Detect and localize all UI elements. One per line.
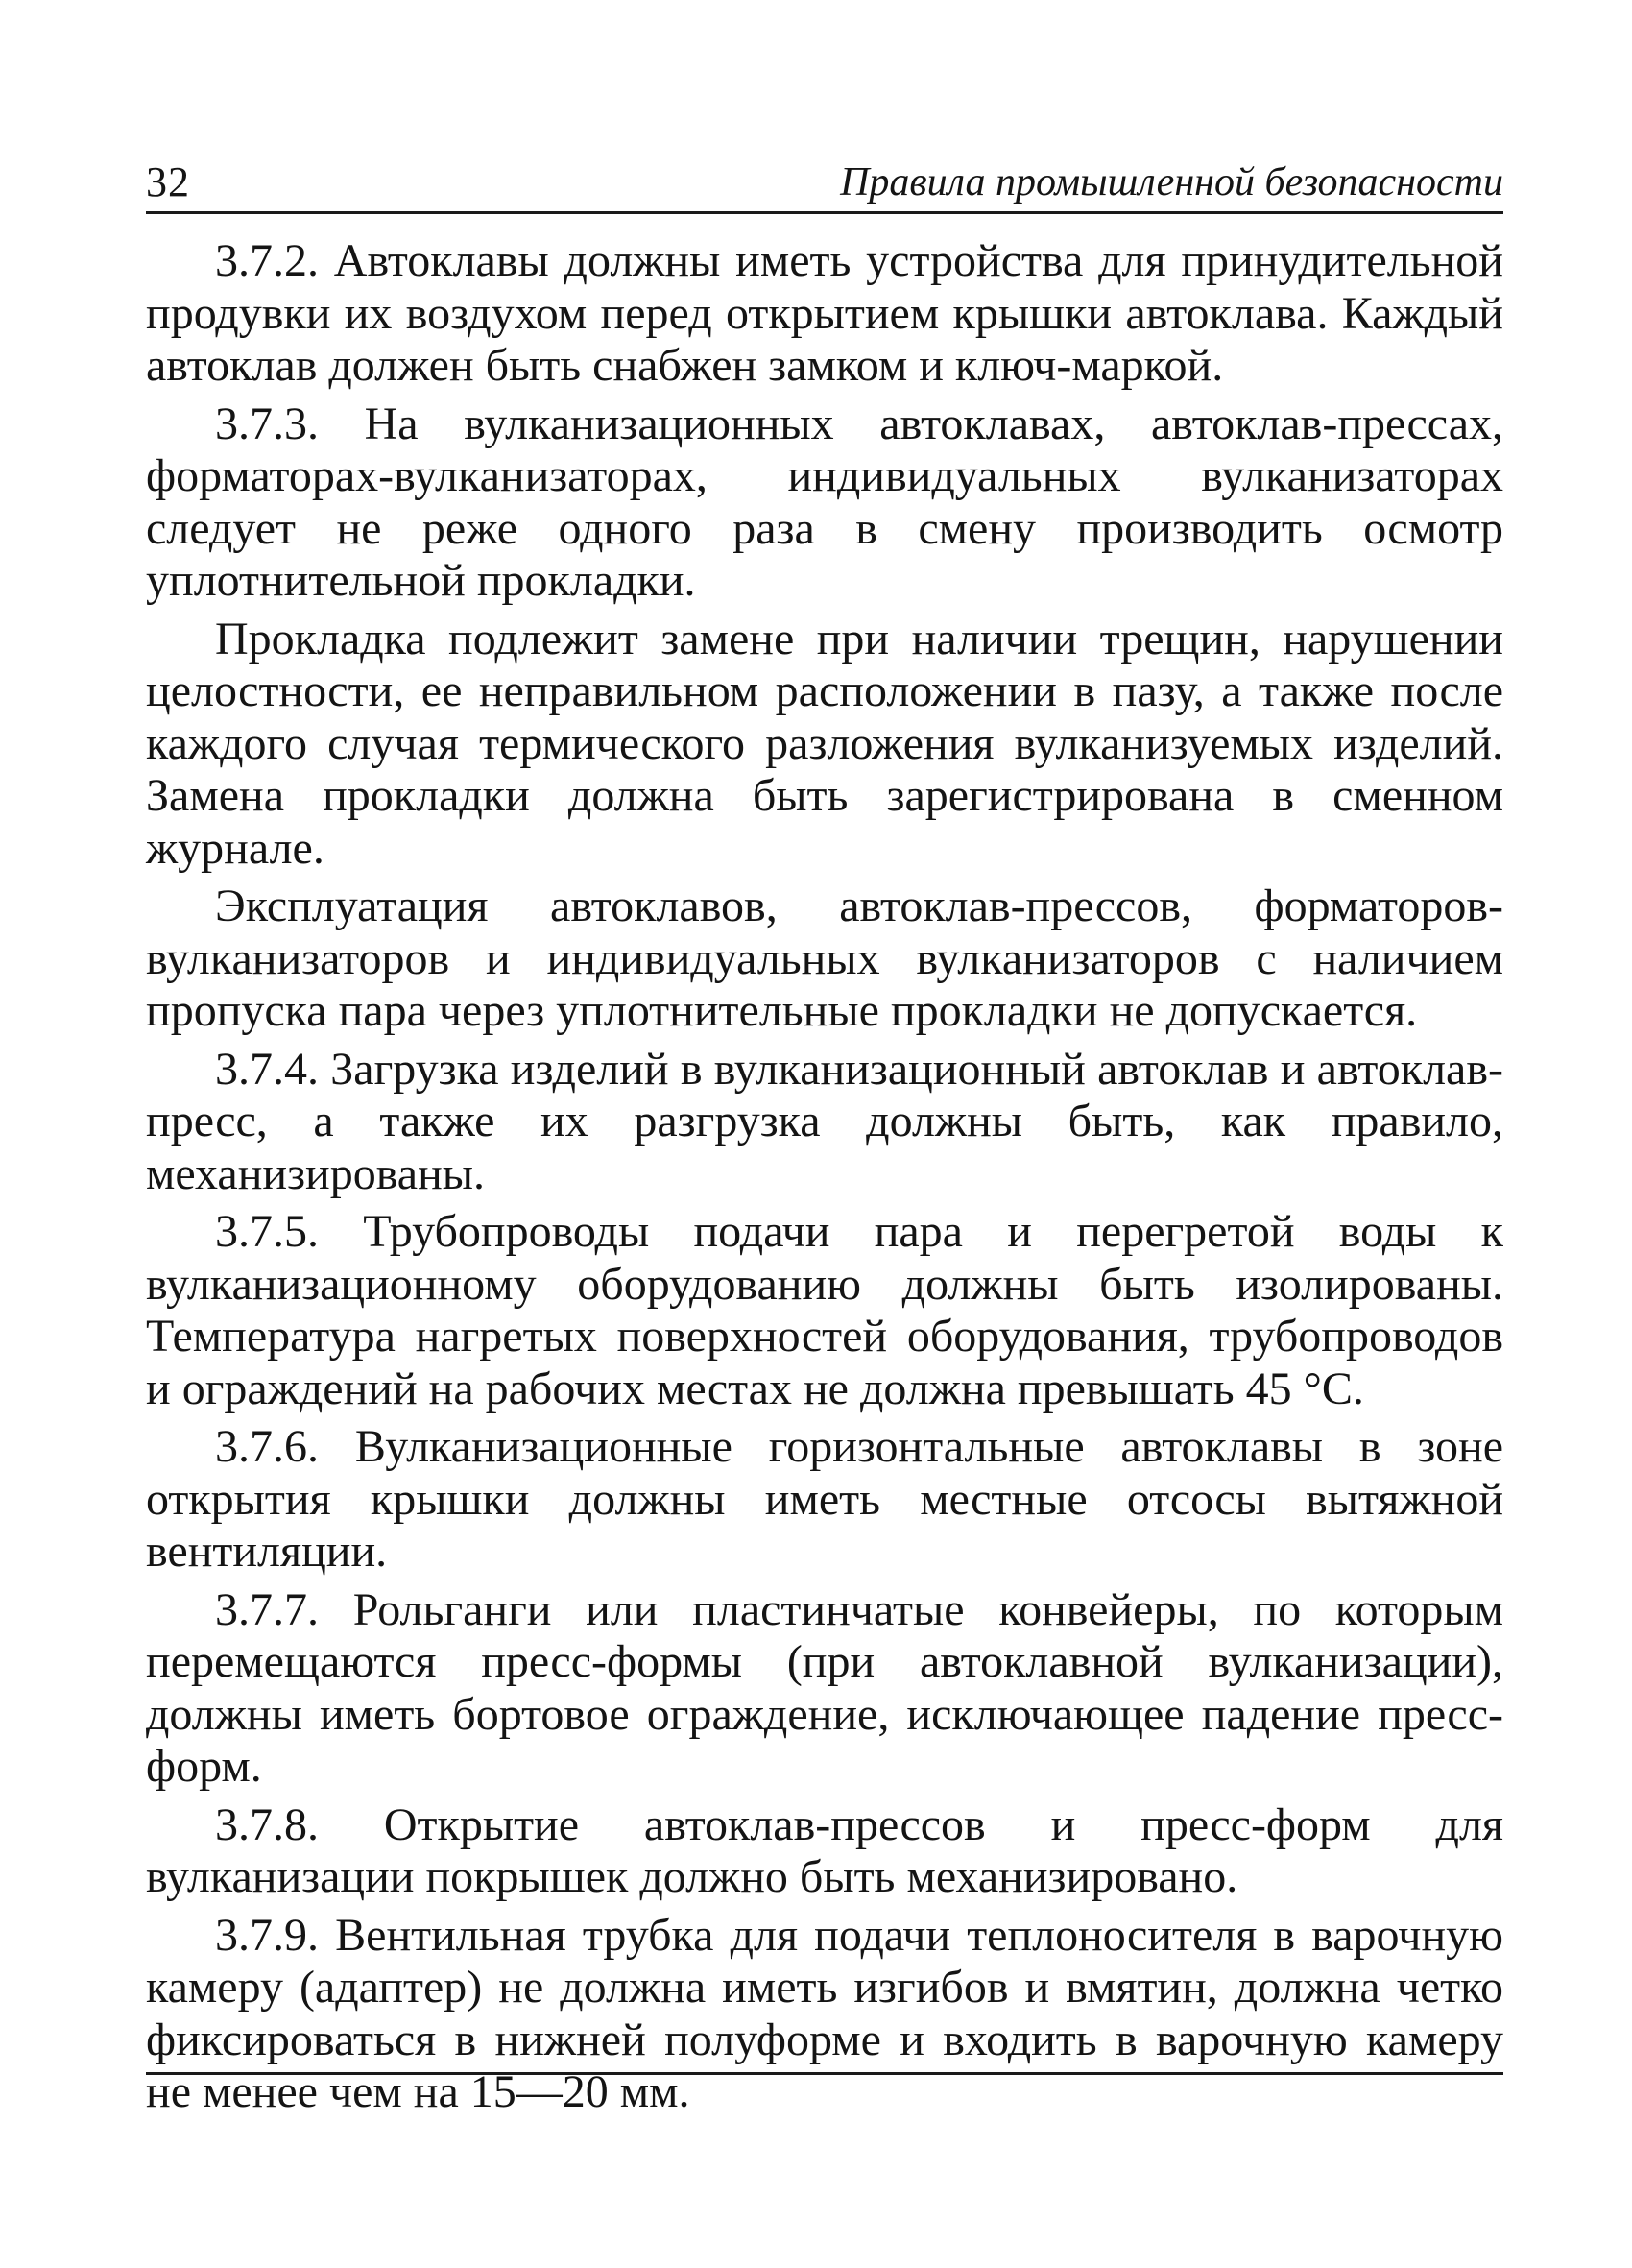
footer-rule — [146, 2072, 1503, 2075]
paragraph-steam-leak: Эксплуатация автоклавов, автоклав-прессов, форматоров-вулканизаторов и индивидуальных вулканизаторов с наличием пропуска пара через уплотнительные прокладки не допускается. — [146, 881, 1503, 1036]
paragraph-3-7-4: 3.7.4. Загрузка изделий в вулканизационный автоклав и автоклав-пресс, а также их разгрузка должны быть, как правило, механизированы. — [146, 1043, 1503, 1199]
paragraph-3-7-2: 3.7.2. Автоклавы должны иметь устройства для принудительной продувки их воздухом перед открытием крышки автоклава. Каждый автоклав должен быть снабжен замком и ключ-маркой. — [146, 235, 1503, 391]
paragraph-3-7-5: 3.7.5. Трубопроводы подачи пара и перегретой воды к вулканизационному оборудованию должны быть изолированы. Температура нагретых поверхностей оборудования, трубопроводов и ограждений на рабочих местах не должна превышать 45 °С. — [146, 1206, 1503, 1414]
paragraph-3-7-7: 3.7.7. Рольганги или пластинчатые конвейеры, по которым перемещаются пресс-формы (при автоклавной вулканизации), должны иметь бортовое ограждение, исключающее падение пресс-форм. — [146, 1583, 1503, 1792]
paragraph-3-7-8: 3.7.8. Открытие автоклав-прессов и пресс-форм для вулканизации покрышек должно быть механизировано. — [146, 1798, 1503, 1902]
header-rule — [146, 211, 1503, 214]
paragraph-gasket-replacement: Прокладка подлежит замене при наличии трещин, нарушении целостности, ее неправильном расположении в пазу, а также после каждого случая термического разложения вулканизуемых изделий. Замена прокладки должна быть зарегистрирована в сменном журнале. — [146, 613, 1503, 874]
paragraph-3-7-6: 3.7.6. Вулканизационные горизонтальные автоклавы в зоне открытия крышки должны иметь местные отсосы вытяжной вентиляции. — [146, 1421, 1503, 1577]
running-header — [146, 152, 1503, 211]
paragraph-3-7-9: 3.7.9. Вентильная трубка для подачи теплоносителя в варочную камеру (адаптер) не должна иметь изгибов и вмятин, должна четко фиксироваться в нижней полуформе и входить в варочную камеру не менее чем на 15—20 мм. — [146, 1909, 1503, 2117]
paragraph-3-7-3: 3.7.3. На вулканизационных автоклавах, автоклав-прессах, форматорах-вулканизаторах, индивидуальных вулканизаторах следует не реже одного раза в смену производить осмотр уплотнительной прокладки. — [146, 398, 1503, 606]
page-number: 32 — [146, 158, 190, 205]
running-title: Правила промышленной безопасности — [840, 160, 1503, 205]
body-text — [146, 235, 1503, 2125]
